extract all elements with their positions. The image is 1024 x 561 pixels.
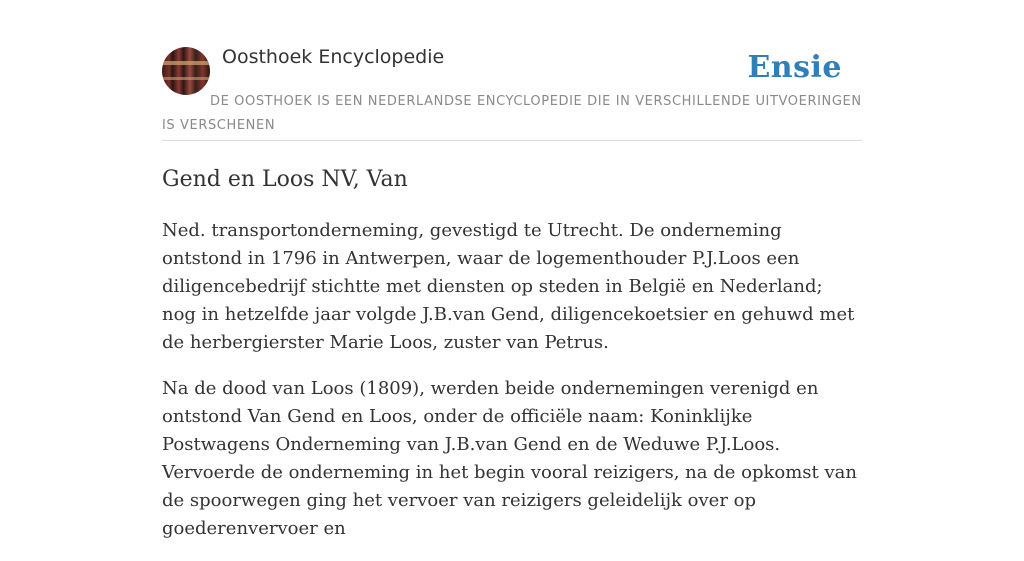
article-body [162, 217, 862, 543]
encyclopedia-books-avatar[interactable] [162, 47, 210, 95]
avatar-book-band [162, 61, 210, 65]
site-tagline: DE OOSTHOEK IS EEN NEDERLANDSE ENCYCLOPEDIE DIE IN VERSCHILLENDE UITVOERINGEN IS VERSCHENEN [162, 94, 862, 133]
article-paragraph: Ned. transportonderneming, gevestigd te Utrecht. De onderneming ontstond in 1796 in Antwerpen, waar de logementhouder P.J.Loos een diligencebedrijf stichtte met diensten op steden in België en Nederland; nog in hetzelfde jaar volgde J.B.van Gend, diligencekoetsier en gehuwd met de herbergierster Marie Loos, zuster van Petrus. [162, 220, 855, 353]
site-header [162, 0, 862, 141]
page-container [162, 0, 862, 561]
site-title[interactable]: Oosthoek Encyclopedie [222, 46, 445, 68]
article-title: Gend en Loos NV, Van [162, 167, 408, 192]
avatar-book-band [162, 77, 210, 80]
brand-logo[interactable]: Ensie [747, 50, 842, 85]
article-paragraph: Na de dood van Loos (1809), werden beide ondernemingen verenigd en ontstond Van Gend en Loos, onder de officiële naam: Koninklijke Postwagens Onderneming van J.B.van Gend en de Weduwe P.J.Loos. Vervoerde de onderneming in het begin vooral reizigers, na de opkomst van de spoorwegen ging het vervoer van reizigers geleidelijk over op goederenvervoer en [162, 378, 857, 539]
